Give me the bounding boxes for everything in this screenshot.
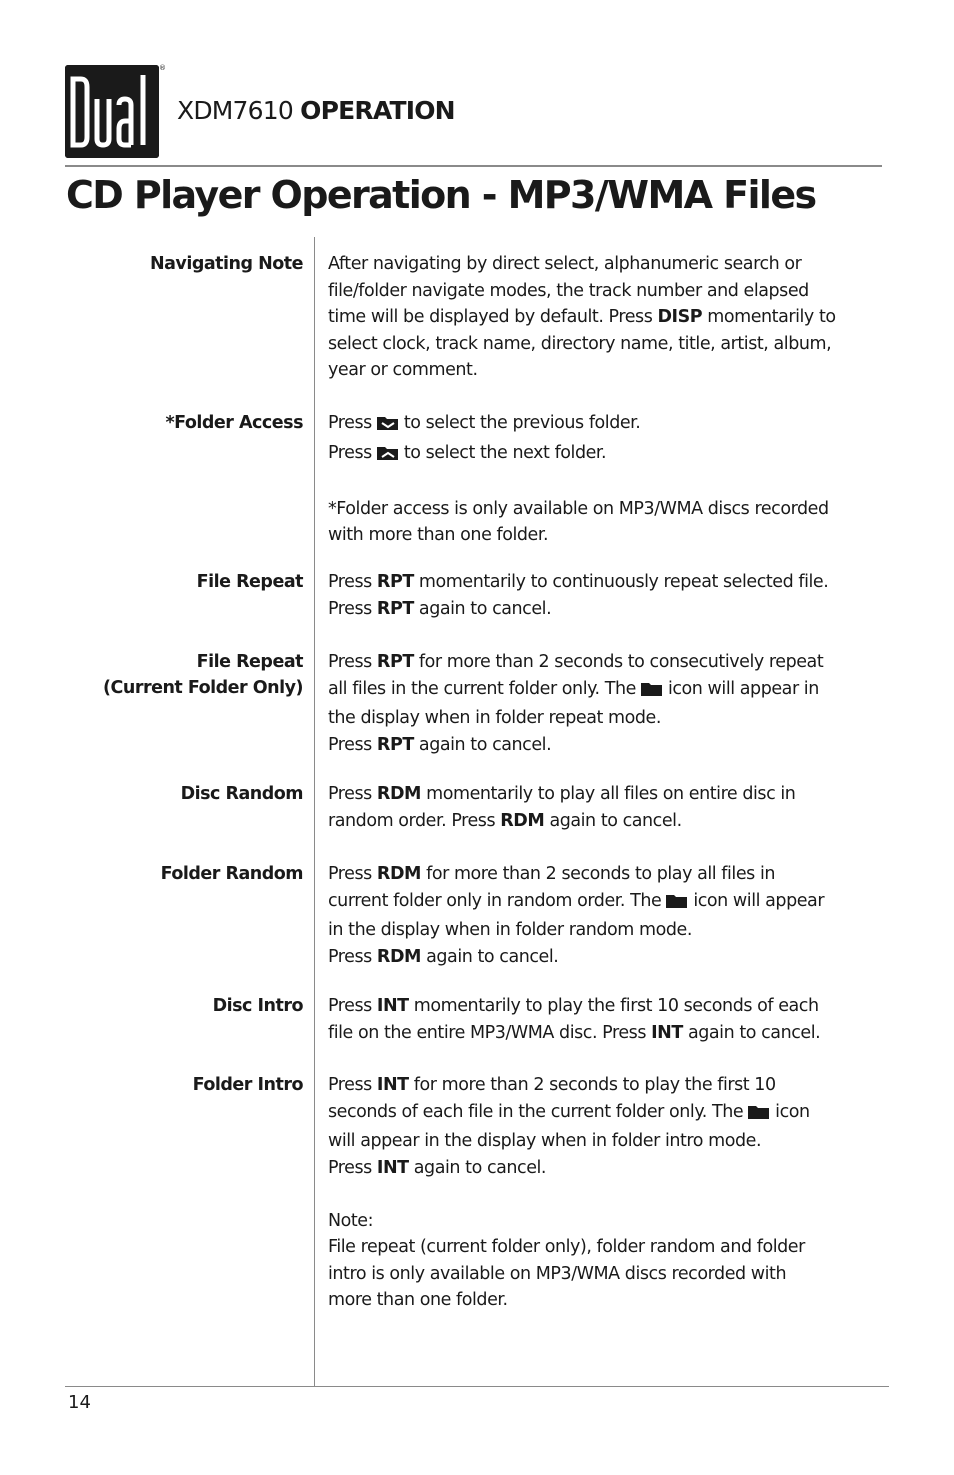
- text-line: Press RPT again to cancel.: [328, 598, 552, 619]
- text-line: After navigating by direct select, alphanumeric search or: [328, 254, 802, 274]
- header-title: [177, 96, 455, 125]
- key-rpt: RPT: [376, 572, 414, 592]
- label-folder-intro: Folder Intro: [192, 1075, 303, 1095]
- column-divider: [314, 237, 315, 1387]
- text-line: *Folder access is only available on MP3/WMA discs recorded: [328, 498, 829, 519]
- text-line: Press INT for more than 2 seconds to play the first 10: [328, 1075, 776, 1095]
- text-disc-random: [328, 781, 888, 834]
- label-navigating-note: Navigating Note: [149, 254, 303, 274]
- label-disc-random: Disc Random: [180, 784, 303, 804]
- text-folder-random: [328, 861, 888, 970]
- text-line: file on the entire MP3/WMA disc. Press INT again to cancel.: [328, 1022, 821, 1043]
- text-folder-intro: [328, 1072, 888, 1314]
- text-file-repeat-folder: [328, 649, 888, 758]
- key-rpt: RPT: [376, 652, 414, 672]
- key-int: INT: [651, 1022, 683, 1043]
- text-line: Press to select the next folder.: [328, 440, 888, 470]
- text-line: will appear in the display when in folder intro mode.: [328, 1131, 762, 1151]
- registered-mark: ®: [159, 64, 166, 72]
- text-line: time will be displayed by default. Press DISP momentarily to: [328, 307, 836, 327]
- folder-icon: [640, 679, 664, 706]
- model-name: XDM7610: [177, 96, 293, 125]
- text-line: random order. Press RDM again to cancel.: [328, 810, 682, 831]
- section-name: OPERATION: [300, 96, 455, 125]
- label-file-repeat-folder: [103, 649, 303, 701]
- key-rpt: RPT: [376, 734, 414, 755]
- key-rdm: RDM: [376, 864, 421, 884]
- text-line: seconds of each file in the current folder only. The icon: [328, 1099, 888, 1129]
- text-folder-access: [328, 410, 888, 549]
- dual-logo-mark: [65, 65, 159, 158]
- text-line: in the display when in folder random mode.: [328, 920, 692, 940]
- label-disc-intro: Disc Intro: [212, 996, 303, 1016]
- text-line: current folder only in random order. The icon will appear: [328, 888, 888, 918]
- folder-up-icon: [376, 413, 400, 440]
- text-line: Press RPT for more than 2 seconds to consecutively repeat: [328, 652, 824, 672]
- key-rdm: RDM: [500, 810, 545, 831]
- text-line: Press RDM momentarily to play all files on entire disc in: [328, 784, 796, 804]
- label-folder-access: *Folder Access: [165, 413, 303, 433]
- text-line: Press RPT momentarily to continuously repeat selected file.: [328, 572, 829, 592]
- key-int: INT: [376, 1075, 409, 1095]
- folder-icon: [747, 1102, 771, 1129]
- page-number: 14: [68, 1392, 91, 1413]
- text-line: Press RDM for more than 2 seconds to play all files in: [328, 864, 775, 884]
- text-disc-intro: [328, 993, 888, 1046]
- label-line: File Repeat: [196, 652, 303, 672]
- label-file-repeat: File Repeat: [196, 572, 303, 592]
- text-line: Press RDM again to cancel.: [328, 946, 559, 967]
- dual-logo: [65, 65, 159, 158]
- text-line: Press INT again to cancel.: [328, 1157, 547, 1178]
- label-line: (Current Folder Only): [103, 678, 303, 698]
- key-rdm: RDM: [376, 946, 421, 967]
- footer-divider: [65, 1386, 889, 1387]
- text-line: Press to select the previous folder.: [328, 410, 888, 440]
- note-heading: Note:: [328, 1210, 374, 1231]
- header-divider: [65, 165, 882, 167]
- text-line: Press RPT again to cancel.: [328, 734, 552, 755]
- text-line: all files in the current folder only. The icon will appear in: [328, 676, 888, 706]
- text-navigating-note: [328, 251, 888, 384]
- text-line: File repeat (current folder only), folder random and folder: [328, 1237, 805, 1257]
- text-line: with more than one folder.: [328, 525, 549, 545]
- key-rpt: RPT: [376, 598, 414, 619]
- folder-down-icon: [376, 443, 400, 470]
- key-int: INT: [376, 996, 409, 1016]
- text-line: intro is only available on MP3/WMA discs recorded with: [328, 1263, 787, 1284]
- key-rdm: RDM: [376, 784, 421, 804]
- text-line: year or comment.: [328, 360, 478, 380]
- key-int: INT: [376, 1157, 409, 1178]
- page-title: CD Player Operation - MP3/WMA Files: [66, 173, 816, 217]
- text-line: more than one folder.: [328, 1290, 508, 1310]
- text-line: select clock, track name, directory name, title, artist, album,: [328, 333, 832, 354]
- text-line: file/folder navigate modes, the track number and elapsed: [328, 280, 809, 301]
- text-line: the display when in folder repeat mode.: [328, 708, 661, 728]
- label-folder-random: Folder Random: [160, 864, 303, 884]
- text-line: Press INT momentarily to play the first 10 seconds of each: [328, 996, 819, 1016]
- folder-icon: [665, 891, 689, 918]
- text-file-repeat: [328, 569, 888, 622]
- key-disp: DISP: [657, 307, 703, 327]
